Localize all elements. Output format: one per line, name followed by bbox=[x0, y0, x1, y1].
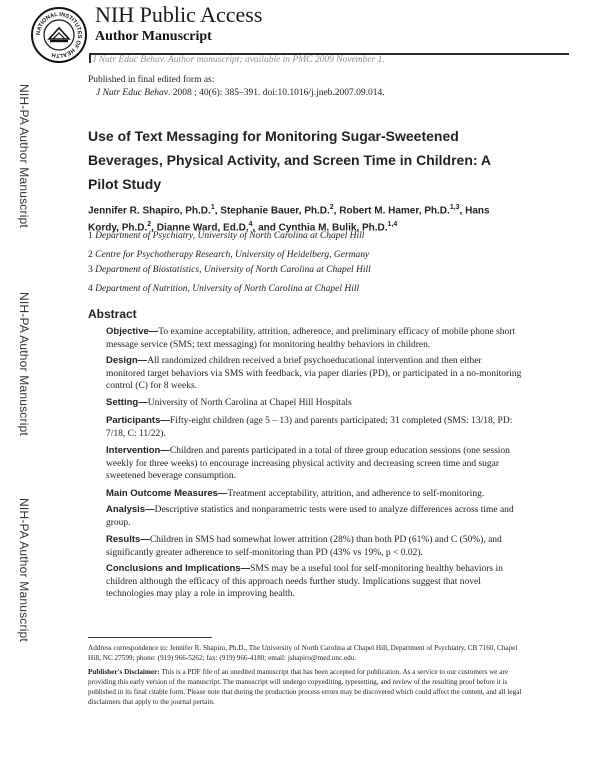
author-name: Cynthia M. Bulik, Ph.D. bbox=[278, 222, 388, 234]
author-affiliation-sup: 4 bbox=[248, 221, 253, 229]
author-name: Robert M. Hamer, Ph.D. bbox=[339, 205, 450, 217]
author-and: and bbox=[258, 222, 276, 234]
side-label-bottom: NIH-PA Author Manuscript bbox=[17, 498, 31, 642]
citation-journal: J Nutr Educ Behav bbox=[96, 88, 169, 98]
section-text: University of North Carolina at Chapel Hill Hospitals bbox=[147, 398, 352, 408]
side-label-middle: NIH-PA Author Manuscript bbox=[17, 292, 31, 436]
disclaimer-text: This is a PDF file of an unedited manuscript that has been accepted for publication. As a service to our customers we are providing this early version of the manuscript. The manuscript will undergo copyediting, typesetting, and review of the resulting proof before it is published in its final citable form. Please note that during the production process errors may be discovered which could affect the content, and all legal disclaimers that apply to the journal pertain. bbox=[88, 668, 522, 706]
author-affiliation-sup: 2 bbox=[147, 221, 152, 229]
section-label: Analysis— bbox=[106, 504, 155, 515]
author-name: Jennifer R. Shapiro, Ph.D. bbox=[88, 205, 211, 217]
abstract-design bbox=[106, 355, 522, 393]
author-affiliation-sup: 2 bbox=[329, 204, 334, 211]
section-text: Descriptive statistics and nonparametric tests were used to analyze differences across time and group. bbox=[106, 505, 514, 528]
affiliation bbox=[88, 265, 371, 275]
author-affiliation-sup: 1,3 bbox=[449, 204, 460, 211]
affiliation-number: 2 bbox=[88, 250, 93, 260]
affiliation-text: Department of Biostatistics, University of North Carolina at Chapel Hill bbox=[95, 265, 371, 275]
side-label-top: NIH-PA Author Manuscript bbox=[17, 84, 31, 228]
section-text: Children and parents participated in a total of three group education sessions (one session weekly for three weeks) to encourage increasing physical activity and decreasing screen time and sugar sweetened beverage consumption. bbox=[106, 446, 510, 481]
section-label: Participants— bbox=[106, 415, 170, 426]
section-text: To examine acceptability, attrition, adherence, and preliminary efficacy of mobile phone short message service (SMS; text messaging) for monitoring healthy behaviors in children. bbox=[106, 327, 516, 350]
author-affiliation-sup: 1,4 bbox=[387, 221, 398, 229]
affiliation-text: Department of Nutrition, University of North Carolina at Chapel Hill bbox=[95, 284, 360, 294]
paper-title: Use of Text Messaging for Monitoring Sugar-Sweetened Beverages, Physical Activity, and Screen Time in Children: A Pilot Study bbox=[88, 128, 491, 192]
section-text: SMS may be a useful tool for self-monitoring healthy behaviors in children although the efficacy of this approach needs further study. Implications suggest that novel technologies may play a role in improving health. bbox=[106, 564, 503, 599]
affiliation bbox=[88, 231, 364, 241]
seal-lettering: NATIONAL INSTITUTES OF HEALTH bbox=[35, 11, 83, 59]
svg-text:NATIONAL INSTITUTES OF HEALTH bbox=[36, 12, 82, 58]
abstract-participants bbox=[106, 415, 522, 440]
correspondence-footnote: Address correspondence to: Jennifer R. Shapiro, Ph.D., The University of North Carolina at Chapel Hill, Department of Psychiatry, CB 7160, Chapel Hill, NC 27599; phone: (919) 966-5262; fax: (919) 966-4180; email: jshapiro@med.unc.edu. bbox=[88, 644, 518, 662]
section-label: Conclusions and Implications— bbox=[106, 563, 251, 574]
journal-availability-line: J Nutr Educ Behav. Author manuscript; available in PMC 2009 November 1. bbox=[92, 55, 385, 65]
nih-seal-icon bbox=[30, 6, 88, 64]
section-label: Main Outcome Measures— bbox=[106, 488, 228, 499]
section-label: Setting— bbox=[106, 397, 148, 408]
section-text: Treatment acceptability, attrition, and adherence to self-monitoring. bbox=[227, 489, 485, 499]
footnote-rule bbox=[88, 637, 212, 638]
affiliation bbox=[88, 250, 369, 260]
author-affiliation-sup: 1 bbox=[210, 204, 215, 211]
section-text: Children in SMS had somewhat lower attrition (28%) than both PD (61%) and C (50%), and significantly greater adherence to self-monitoring than PD (43% vs 19%, p < 0.02). bbox=[106, 535, 502, 558]
abstract-setting bbox=[106, 397, 522, 410]
section-text: All randomized children received a brief psychoeducational intervention and then either monitored target behaviors via SMS with feedback, via paper diaries (PD), or participated in a no-monitoring control (C) for 8 weeks. bbox=[106, 356, 522, 391]
abstract-intervention bbox=[106, 445, 522, 483]
affiliation-number: 3 bbox=[88, 265, 93, 275]
section-label: Design— bbox=[106, 355, 148, 366]
abstract-outcome-measures bbox=[106, 488, 522, 501]
abstract-conclusions bbox=[106, 563, 522, 601]
affiliation-text: Department of Psychiatry, University of North Carolina at Chapel Hill bbox=[95, 231, 365, 241]
section-label: Results— bbox=[106, 534, 150, 545]
abstract-objective bbox=[106, 326, 522, 351]
author-list: Jennifer R. Shapiro, Ph.D.$^1$, Stephanie Bauer, Ph.D.$^2$, Robert M. Hamer, Ph.D.$^{1,3}$, Hans Kordy, Ph.D.$^2$, Dianne Ward, Ed.D.$^4$, and Cynthia M. Bulik, Ph.D.$^{1,4}$ bbox=[88, 204, 490, 234]
author-manuscript-label: Author Manuscript bbox=[95, 29, 212, 44]
section-text: Fifty-eight children (age 5 – 13) and parents participated; 31 completed (SMS: 13/18, PD: 7/18, C: 11/22). bbox=[106, 416, 513, 439]
affiliation-number: 4 bbox=[88, 284, 93, 294]
affiliation bbox=[88, 284, 359, 294]
published-label: Published in final edited form as: bbox=[88, 75, 215, 85]
header-rule-tick bbox=[89, 53, 91, 63]
abstract-analysis bbox=[106, 504, 522, 529]
author-name: Stephanie Bauer, Ph.D. bbox=[220, 205, 330, 217]
abstract-results bbox=[106, 534, 522, 559]
citation-details: . 2008 ; 40(6): 385–391. doi:10.1016/j.jneb.2007.09.014. bbox=[168, 88, 385, 98]
affiliation-text: Centre for Psychotherapy Research, University of Heidelberg, Germany bbox=[95, 250, 370, 260]
publisher-disclaimer bbox=[88, 667, 524, 707]
citation bbox=[96, 88, 385, 98]
author-name: Dianne Ward, Ed.D. bbox=[156, 222, 249, 234]
section-label: Objective— bbox=[106, 326, 159, 337]
nih-public-access-title: NIH Public Access bbox=[95, 2, 263, 27]
section-label: Intervention— bbox=[106, 445, 170, 456]
disclaimer-label: Publisher's Disclaimer: bbox=[88, 668, 160, 676]
affiliation-number: 1 bbox=[88, 231, 93, 241]
abstract-heading: Abstract bbox=[88, 307, 137, 321]
author-name: Hans Kordy, Ph.D. bbox=[88, 205, 490, 234]
